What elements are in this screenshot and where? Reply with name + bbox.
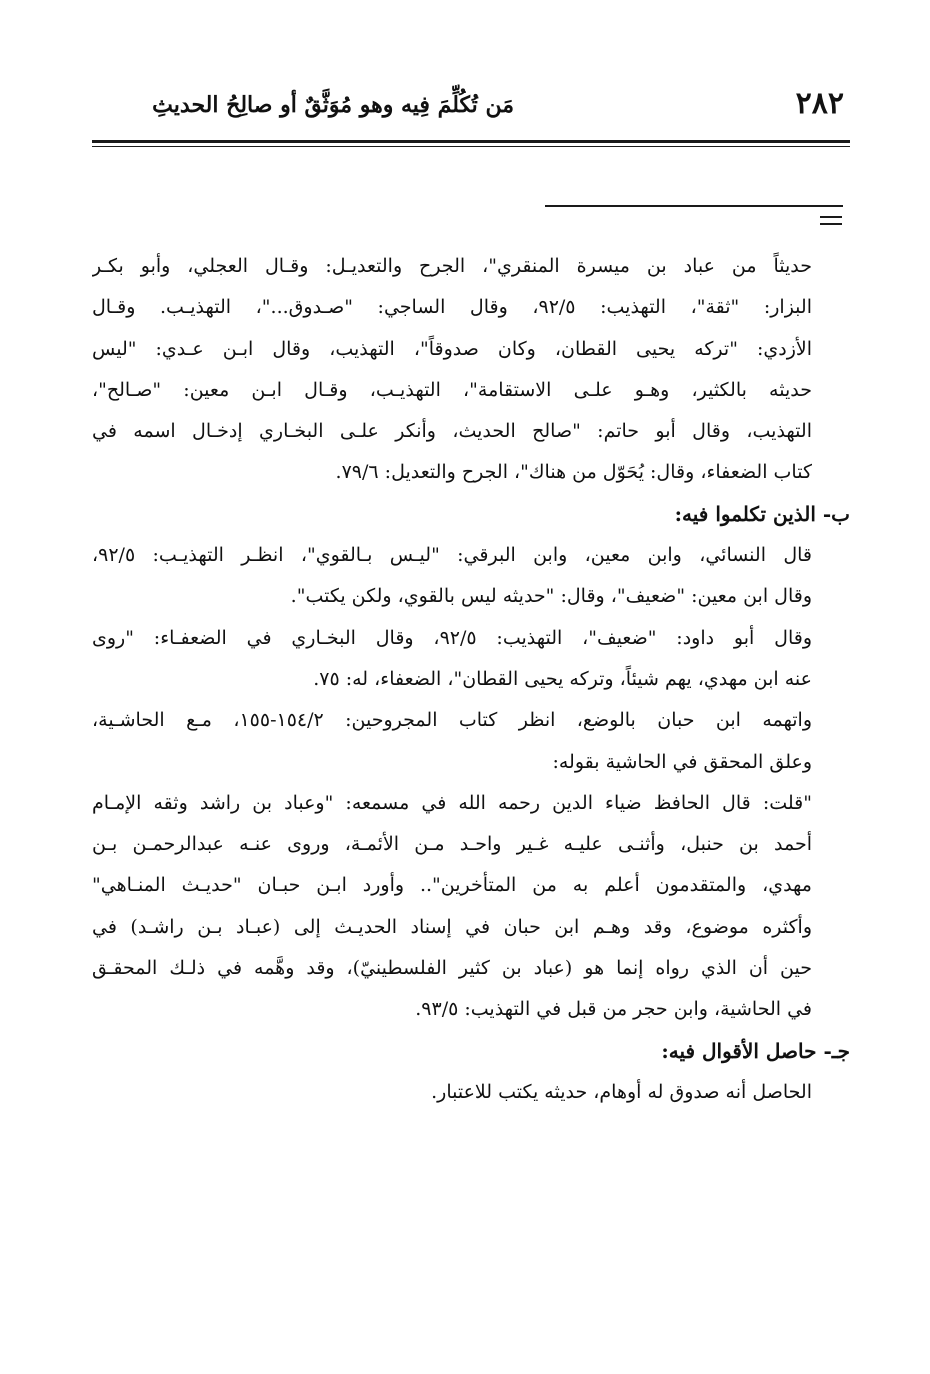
text-line: أحمد بن حنبل، وأثنـى عليـه غـير واحـد مـن الأئمـة، وروى عنـه عبدالرحمـن بـن (92, 833, 812, 856)
section-heading-c: جـ- حاصل الأقوال فيه: (661, 1038, 850, 1063)
text-line: حين أن الذي رواه إنما هو (عباد بن كثير الفلسطينيّ)، وقد وهَّمه في ذلـك المحقـق (92, 957, 812, 980)
text-line: "قلت: قال الحافظ ضياء الدين رحمه الله في مسمعه: "وعباد بن راشد وثقه الإمـام (92, 791, 812, 814)
continuation-mark (820, 216, 842, 230)
text-line: مهدي، والمتقدمون أعلم به من المتأخرين".. وأورد ابـن حبـان "حديـث المنـاهي" (92, 874, 812, 897)
section-heading-b: ب- الذين تكلموا فيه: (674, 501, 850, 526)
text-line: في الحاشية، وابن حجر من قبل في التهذيب: ٩٣/٥. (415, 998, 812, 1021)
text-line: الحاصل أنه صدوق له أوهام، حديثه يكتب للاعتبار. (431, 1080, 812, 1103)
text-line: البزار: "ثقة"، التهذيب: ٩٢/٥، وقال الساجي: "صـدوق..."، التهذيـب. وقـال (92, 296, 812, 319)
text-line: واتهمه ابن حبان بالوضع، انظر كتاب المجروحين: ١٥٤/٢-١٥٥، مـع الحاشـية، (92, 709, 812, 732)
header-rule-thin (92, 146, 850, 147)
text-line: عنه ابن مهدي، يهم شيئاً، وتركه يحيى القطان"، الضعفاء، له: ٧٥. (313, 667, 812, 690)
text-line: قال النسائي، وابن معين، وابن البرقي: "ليـس بـالقوي"، انظـر التهذيـب: ٩٢/٥، (92, 544, 812, 567)
running-title: مَن تُكُلِّمَ فِيه وهو مُوَثَّقٌ أو صالِحُ الحديثِ (152, 92, 514, 118)
page-number: ٢٨٢ (795, 86, 844, 121)
text-line: وقال أبو داود: "ضعيف"، التهذيب: ٩٢/٥، وقال البخـاري في الضعفـاء: "روى (92, 626, 812, 649)
text-line: كتاب الضعفاء، وقال: يُحَوّل من هناك"، الجرح والتعديل: ٧٩/٦. (335, 461, 812, 484)
footnote-separator (545, 205, 843, 207)
text-line: وعلق المحقق في الحاشية بقوله: (552, 750, 812, 773)
page-header (92, 82, 844, 130)
text-line: الأزدي: "تركه يحيى القطان، وكان صدوقاً"، التهذيب، وقال ابـن عـدي: "ليس (92, 337, 812, 360)
text-line: حديثاً من عباد بن ميسرة المنقري"، الجرح والتعديـل: وقـال العجلي، وأبو بكـر (92, 255, 812, 277)
text-line: وقال ابن معين: "ضعيف"، وقال: "حديثه ليس بالقوي، ولكن يكتب". (290, 585, 812, 608)
header-rule-thick (92, 140, 850, 143)
text-body (92, 246, 850, 1113)
text-line: وأكثره موضوع، وقد وهـم ابن حبان في إسناد الحديـث إلى (عبـاد بـن راشـد) في (92, 915, 812, 938)
text-line: التهذيب، وقال أبو حاتم: "صالح الحديث، وأنكر علـى البخـاري إدخـال اسمه في (92, 420, 812, 443)
text-line: حديثه بالكثير، وهـو علـى الاستقامة"، التهذيـب، وقـال ابـن معين: "صـالح"، (92, 378, 812, 401)
